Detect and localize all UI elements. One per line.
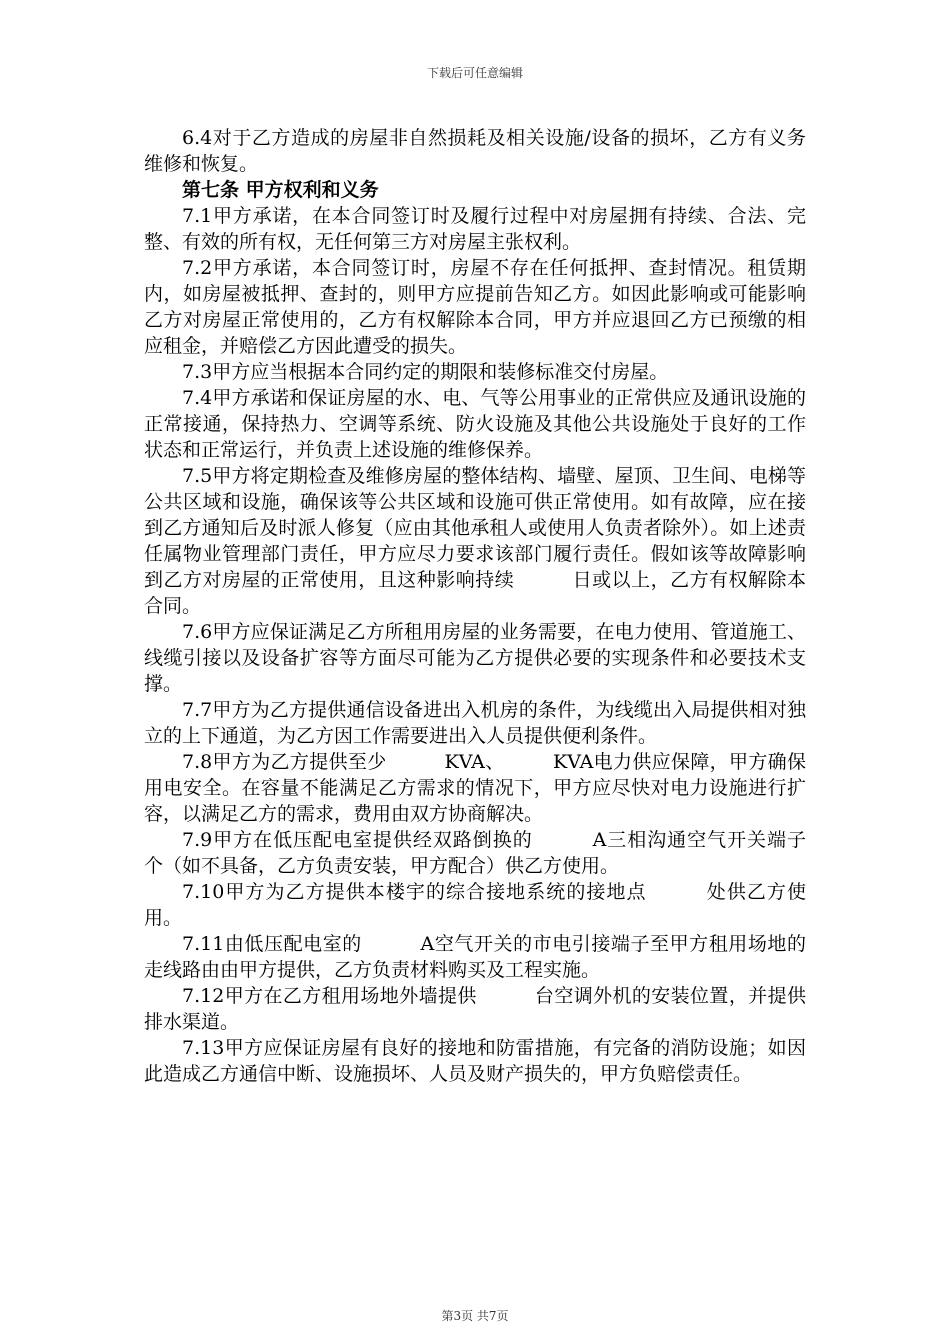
clause-7-9: 7.9甲方在低压配电室提供经双路倒换的 A三相沟通空气开关端子 个（如不具备，乙方负责安装，甲方配合）供乙方使用。 [144,829,864,877]
page-header: 下载后可任意编辑 [426,66,523,80]
clause-6-4: 6.4对于乙方造成的房屋非自然损耗及相关设施/设备的损坏，乙方有义务维修和恢复。 [144,127,806,175]
clause-7-1: 7.1甲方承诺，在本合同签订时及履行过程中对房屋拥有持续、合法、完整、有效的所有权，无任何第三方对房屋主张权利。 [144,205,806,253]
clause-7-13: 7.13甲方应保证房屋有良好的接地和防雷措施，有完备的消防设施；如因此造成乙方通信中断、设施损坏、人员及财产损失的，甲方负赔偿责任。 [144,1037,806,1085]
clause-7-12: 7.12甲方在乙方租用场地外墙提供 台空调外机的安装位置，并提供排水渠道。 [144,985,806,1033]
document-body [144,125,864,1087]
clause-7-2: 7.2甲方承诺，本合同签订时，房屋不存在任何抵押、查封情况。租赁期内，如房屋被抵押、查封的，则甲方应提前告知乙方。如因此影响或可能影响乙方对房屋正常使用的，乙方有权解除本合同，甲方并应退回乙方已预缴的相应租金，并赔偿乙方因此遭受的损失。 [144,257,806,357]
clause-7-5: 7.5甲方将定期检查及维修房屋的整体结构、墙壁、屋顶、卫生间、电梯等公共区域和设施，确保该等公共区域和设施可供正常使用。如有故障，应在接到乙方通知后及时派人修复（应由其他承租人或使用人负责者除外）。如上述责任属物业管理部门责任，甲方应尽力要求该部门履行责任。假如该等故障影响到乙方对房屋的正常使用，且这种影响持续 日或以上，乙方有权解除本合同。 [144,465,806,617]
clause-7-7: 7.7甲方为乙方提供通信设备进出入机房的条件，为线缆出入局提供相对独立的上下通道，为乙方因工作需要进出入人员提供便利条件。 [144,699,806,747]
section-heading: 第七条 甲方权利和义务 [182,179,379,201]
clause-7-6: 7.6甲方应保证满足乙方所租用房屋的业务需要，在电力使用、管道施工、线缆引接以及设备扩容等方面尽可能为乙方提供必要的实现条件和必要技术支撑。 [144,621,806,695]
clause-7-10: 7.10甲方为乙方提供本楼宇的综合接地系统的接地点 处供乙方使用。 [144,881,806,929]
clause-7-4: 7.4甲方承诺和保证房屋的水、电、气等公用事业的正常供应及通讯设施的正常接通，保持热力、空调等系统、防火设施及其他公共设施处于良好的工作状态和正常运行，并负责上述设施的维修保养。 [144,387,806,461]
clause-7-3: 7.3甲方应当根据本合同约定的期限和装修标准交付房屋。 [182,361,669,383]
clause-7-11: 7.11由低压配电室的 A空气开关的市电引接端子至甲方租用场地的走线路由由甲方提供，乙方负责材料购买及工程实施。 [144,933,806,981]
clause-7-8: 7.8甲方为乙方提供至少 KVA、 KVA电力供应保障，甲方确保用电安全。在容量不能满足乙方需求的情况下，甲方应尽快对电力设施进行扩容，以满足乙方的需求，费用由双方协商解决。 [144,751,806,825]
page-footer: 第3页 共7页 [441,1309,509,1323]
